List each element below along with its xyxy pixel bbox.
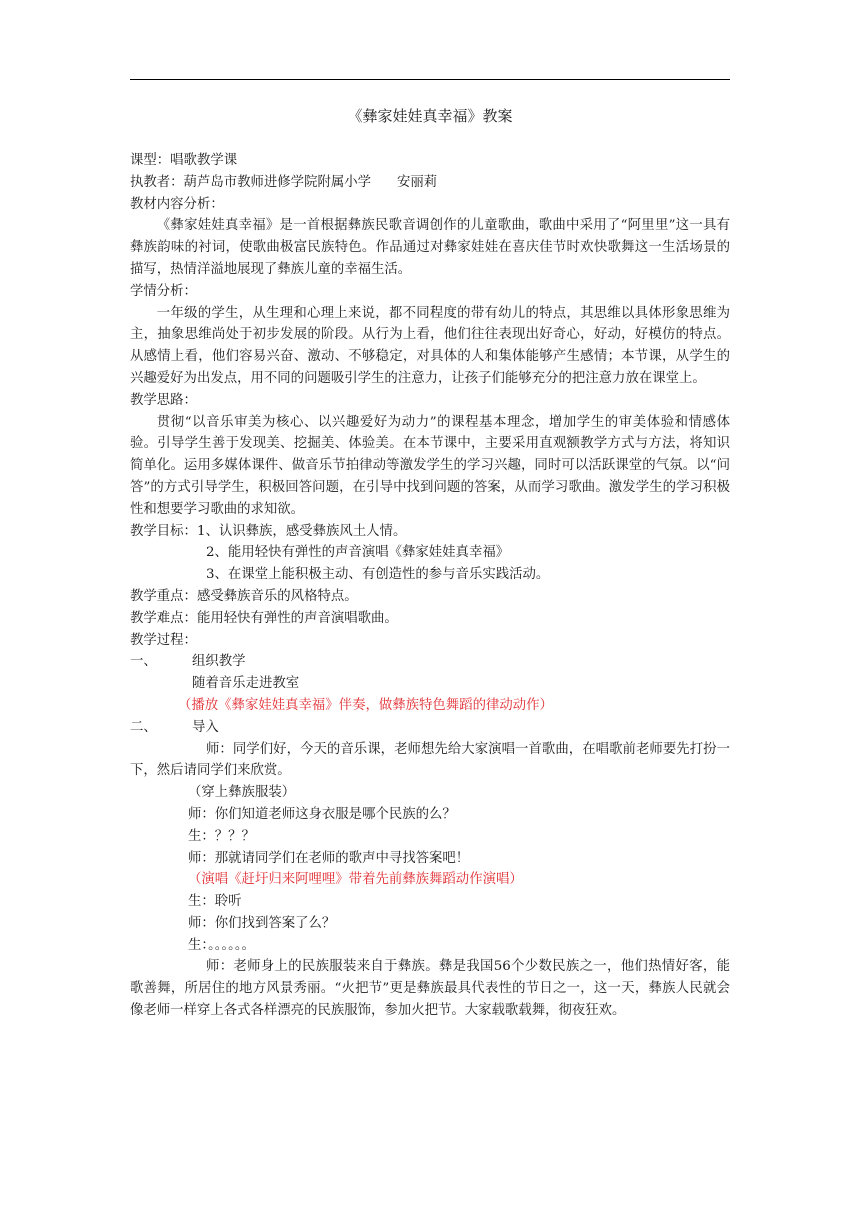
process-heading: 教学过程： <box>130 632 197 648</box>
document-body <box>130 150 730 1022</box>
students-text: 一年级的学生，从生理和心理上来说，都不同程度的带有幼儿的特点，其思维以具体形象思维为主，抽象思维尚处于初步发展的阶段。从行为上看，他们往往表现出好奇心，好动，好模仿的特点。从感情上看，他们容易兴奋、激动、不够稳定，对具体的人和集体能够产生感情；本节课，从学生的兴趣爱好为出发点，用不同的问题吸引学生的注意力，让孩子们能够充分的把注意力放在课堂上。 <box>130 305 730 386</box>
dialog-line-5: 师：你们找到答案了么？ <box>188 915 336 931</box>
course-type: 课型：唱歌教学课 <box>130 153 238 168</box>
step2-number: 二、 <box>130 719 157 735</box>
document-title: 《彝家娃娃真幸福》教案 <box>347 107 513 125</box>
students-heading: 学情分析： <box>130 283 197 299</box>
step1-number: 一、 <box>130 654 157 670</box>
ideas-text: 贯彻“以音乐审美为核心、以兴趣爱好为动力”的课程基本理念，增加学生的审美体验和情感体验。引导学生善于发现美、挖掘美、体验美。在本节课中，主要采用直观额教学方式与方法，将知识简单化。运用多媒体课件、做音乐节拍律动等激发学生的学习兴趣，同时可以活跃课堂的气氛。以“问答”的方式引导学生，积极回答问题，在引导中找到问题的答案，从而学习歌曲。激发学生的学习积极性和想要学习歌曲的求知欲。 <box>130 414 730 517</box>
step2-intro: 师：同学们好，今天的音乐课，老师想先给大家演唱一首歌曲，在唱歌前老师要先打扮一下，然后请同学们来欣赏。 <box>130 741 730 779</box>
dialog-line-6: 生：。。。。。。 <box>188 937 255 953</box>
dialog-line-3: 师：那就请同学们在老师的歌声中寻找答案吧！ <box>188 850 470 866</box>
step1-line: 随着音乐走进教室 <box>192 676 300 692</box>
goal-line-3: 3、在课堂上能积极主动、有创造性的参与音乐实践活动。 <box>206 567 550 583</box>
step1-note: （播放《彝家娃娃真幸福》伴奏，做彝族特色舞蹈的律动动作） <box>178 697 553 713</box>
ideas-heading: 教学思路： <box>130 392 197 408</box>
dialog-line-1: 师：你们知道老师这身衣服是哪个民族的么？ <box>188 806 456 822</box>
analysis-text: 《彝家娃娃真幸福》是一首根据彝族民歌音调创作的儿童歌曲，歌曲中采用了“阿里里”这一具有彝族韵味的衬词，使歌曲极富民族特色。作品通过对彝家娃娃在喜庆佳节时欢快歌舞这一生活场景的描写，热情洋溢地展现了彝族儿童的幸福生活。 <box>130 218 730 277</box>
final-text: 师：老师身上的民族服装来自于彝族。彝是我国56个少数民族之一，他们热情好客，能歌善舞，所居住的地方风景秀丽。“火把节”更是彝族最具代表性的节日之一，这一天，彝族人民就会像老师一样穿上各式各样漂亮的民族服饰，参加火把节。大家载歌载舞，彻夜狂欢。 <box>130 959 730 1019</box>
key-point: 教学重点：感受彝族音乐的风格特点。 <box>130 588 358 604</box>
teacher-name: 安丽莉 <box>397 174 438 190</box>
analysis-heading: 教材内容分析： <box>130 196 224 212</box>
dialog-line-2: 生：？？？ <box>188 828 255 844</box>
header-rule <box>130 79 730 80</box>
teacher-line <box>130 172 730 194</box>
goal-line-2: 2、能用轻快有弹性的声音演唱《彝家娃娃真幸福》 <box>206 545 510 561</box>
step2-note: （演唱《赶圩归来阿哩哩》带着先前彝族舞蹈动作演唱） <box>188 872 523 888</box>
step2-heading <box>130 717 730 739</box>
step2-title: 导入 <box>192 719 219 735</box>
dialog-line-4: 生：聆听 <box>188 894 242 910</box>
difficulty: 教学难点：能用轻快有弹性的声音演唱歌曲。 <box>130 610 398 626</box>
step1-title: 组织教学 <box>192 654 246 670</box>
teacher-label: 执教者：葫芦岛市教师进修学院附属小学 <box>130 174 372 190</box>
step2-dress: （穿上彝族服装） <box>188 785 296 801</box>
step1-heading <box>130 651 730 673</box>
goal-line-1: 教学目标：1、认识彝族，感受彝族风土人情。 <box>130 523 407 539</box>
